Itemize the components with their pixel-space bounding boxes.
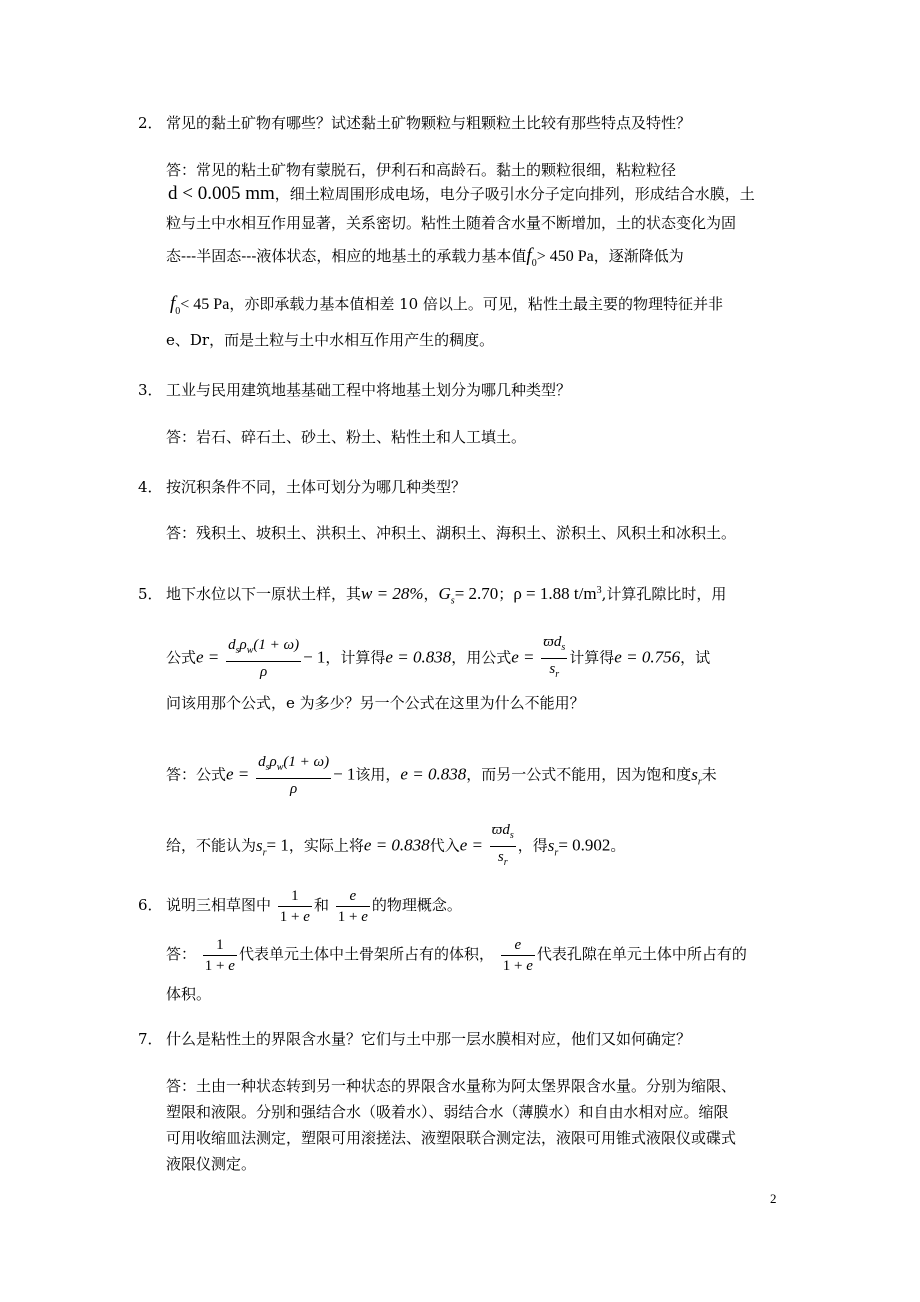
question-text: 什么是粘性土的界限含水量？它们与土中那一层水膜相对应，他们又如何确定？ — [166, 1030, 692, 1048]
symbol-sr: $s_r$ — [547, 835, 559, 858]
question-number: 7． — [138, 1030, 163, 1048]
answer-6-line-2: 体积。 — [166, 985, 212, 1003]
formula-void-ratio-1: $\frac{d_s\rho_w(1 + \omega)}{\rho}$ — [258, 754, 330, 797]
text-segment: 说明三相草图中 — [166, 896, 272, 914]
answer-5-line-1: 答：公式e = $\frac{d_s\rho_w(1 + \omega)}{\rho}$ − 1该用，e = 0.838，而另一公式不能用，因为饱和度$s_r$未 — [166, 754, 717, 797]
symbol-sr: $s_r$ — [256, 835, 267, 858]
question-4 — [138, 476, 466, 498]
text-segment: ，亦即承载力基本值相差 10 倍以上。可见，粘性土最主要的物理特征并非 — [229, 295, 723, 313]
text-segment: 代表孔隙在单元土体中所占有的 — [536, 945, 747, 963]
answer-3: 答：岩石、碎石土、砂土、粉土、粘性土和人工填土。 — [166, 428, 527, 446]
symbol-sr: $s_r$ — [691, 764, 702, 787]
text-segment: 答： — [166, 945, 197, 963]
text-segment: 给，不能认为 — [166, 836, 257, 855]
formula-sr-1: = 1 — [266, 835, 289, 855]
text-segment: ,计算孔隙比时，用 — [601, 585, 727, 603]
question-number: 3． — [138, 381, 163, 399]
text-segment: 态---半固态---液体状态，相应的地基土的承载力基本值 — [166, 247, 527, 265]
text-segment: ，细土粒周围形成电场，电分子吸引水分子定向排列，形成结合水膜，土 — [274, 185, 755, 203]
formula-e1: e = 0.838 — [400, 764, 467, 784]
text-segment: 的物理概念。 — [371, 896, 462, 914]
answer-2-line-4 — [166, 245, 684, 275]
formula-gs: = 2.70 — [454, 584, 499, 603]
symbol-gs: $G_s$ — [438, 584, 455, 607]
text-segment: 地下水位以下一原状土样，其 — [166, 585, 362, 603]
text-segment: ，用公式 — [451, 648, 512, 667]
formula-d: d < 0.005 mm — [168, 183, 275, 204]
text-segment: ，得 — [517, 836, 548, 855]
question-text: 常见的黏土矿物有哪些？试述黏土矿物颗粒与粗颗粒土比较有那些特点及特性？ — [166, 114, 692, 132]
symbol-f0: $f_0$ — [526, 245, 537, 269]
answer-2-line-5 — [170, 293, 723, 323]
page-number: 2 — [770, 1191, 777, 1206]
formula-void-ratio-2: $\frac{ϖd_s}{s_r}$ — [541, 632, 567, 685]
answer-7-line-1: 答：土由一种状态转到另一种状态的界限含水量称为阿太堡界限含水量。分别为缩限、 — [166, 1077, 737, 1095]
answer-7-line-4: 液限仪测定。 — [166, 1155, 257, 1173]
text-segment: 未 — [701, 765, 717, 784]
formula-one-over-1-plus-e: $\frac{1}{1 + e}$ — [279, 887, 310, 925]
formula-f0-gt: > 450 Pa — [536, 248, 594, 265]
answer-6-line-1 — [166, 934, 747, 976]
text-segment: 公式 — [166, 648, 197, 667]
text-segment: ，实际上将 — [288, 836, 364, 855]
text-segment: ，试 — [680, 648, 711, 667]
question-3 — [138, 379, 571, 401]
text-segment: ，计算得 — [325, 648, 386, 667]
formula-sr-result: = 0.902 — [558, 835, 611, 855]
formula-f0-lt: < 45 Pa — [180, 296, 230, 313]
question-7 — [138, 1028, 691, 1050]
question-text: 工业与民用建筑地基基础工程中将地基土划分为哪几种类型？ — [166, 381, 572, 399]
formula-void-ratio-1: $\frac{d_s\rho_w(1 + \omega)}{\rho}$ — [228, 637, 300, 680]
text-segment: ，逐渐降低为 — [593, 247, 684, 265]
answer-2-line-1: 答：常见的粘土矿物有蒙脱石，伊利石和高龄石。黏土的颗粒很细，粘粒粒径 — [166, 161, 677, 179]
text-segment: 答：公式 — [166, 765, 227, 784]
answer-7-line-2: 塑限和液限。分别和强结合水（吸着水）、弱结合水（薄膜水）和自由水相对应。缩限 — [166, 1103, 729, 1121]
question-2 — [138, 112, 691, 134]
answer-2-line-2 — [168, 183, 755, 205]
question-5-line-1: 5． 地下水位以下一原状土样，其w = 28%，$G_s= 2.70$；ρ = 1.88 $t/m^3$,计算孔隙比时，用 — [138, 584, 727, 607]
question-number: 4． — [138, 478, 163, 496]
formula-e-over-1-plus-e: $\frac{e}{1 + e}$ — [337, 887, 368, 925]
question-number: 5． — [138, 585, 163, 603]
answer-2-line-3: 粒与土中水相互作用显著，关系密切。粘性土随着含水量不断增加，土的状态变化为固 — [166, 214, 737, 232]
text-segment: 计算得 — [569, 648, 615, 667]
question-number: 6． — [138, 896, 163, 914]
question-number: 2． — [138, 114, 163, 132]
formula-w: w = 28% — [361, 584, 424, 603]
answer-7-line-3: 可用收缩皿法测定，塑限可用滚搓法、液塑限联合测定法，液限可用锥式液限仪或碟式 — [166, 1129, 737, 1147]
formula-e1: e = 0.838 — [385, 647, 452, 667]
question-text: 按沉积条件不同，土体可划分为哪几种类型？ — [166, 478, 467, 496]
text-segment: 该用， — [355, 765, 401, 784]
formula-e2: e = 0.756 — [614, 647, 681, 667]
text-segment: 代表单元土体中土骨架所占有的体积， — [238, 945, 494, 963]
formula-one-over-1-plus-e: $\frac{1}{1 + e}$ — [204, 936, 235, 974]
formula-e1: e = 0.838 — [363, 835, 430, 855]
question-6 — [138, 885, 462, 927]
answer-4: 答：残积土、坡积土、洪积土、冲积土、湖积土、海积土、淤积土、风积土和冰积土。 — [166, 524, 737, 542]
text-segment: 。 — [610, 836, 626, 855]
answer-2-line-6: e、Dr，而是土粒与土中水相互作用产生的稠度。 — [166, 331, 495, 349]
formula-void-ratio-2: $\frac{ϖd_s}{s_r}$ — [490, 820, 516, 873]
formula-e-over-1-plus-e: $\frac{e}{1 + e}$ — [502, 936, 533, 974]
answer-5-line-2: 给，不能认为$s_r= 1$，实际上将e = 0.838代入e = $\frac{ϖd_s}{s_r}$ ，得$s_r= 0.902$。 — [166, 820, 625, 873]
text-segment: ，而另一公式不能用，因为饱和度 — [466, 765, 692, 784]
symbol-f0: $f_0$ — [170, 293, 181, 317]
question-5-line-3: 问该用那个公式，e 为多少？另一个公式在这里为什么不能用？ — [166, 694, 585, 712]
text-segment: 代入 — [429, 836, 460, 855]
formula-rho: ρ = 1.88 t/m — [513, 584, 597, 603]
question-5-line-2: 公式e = $\frac{d_s\rho_w(1 + \omega)}{\rho}$ − 1，计算得e = 0.838，用公式e = $\frac{ϖd_s}{s_r}$ 计算得e = 0.756，试 — [166, 632, 710, 685]
text-segment: 和 — [313, 896, 329, 914]
